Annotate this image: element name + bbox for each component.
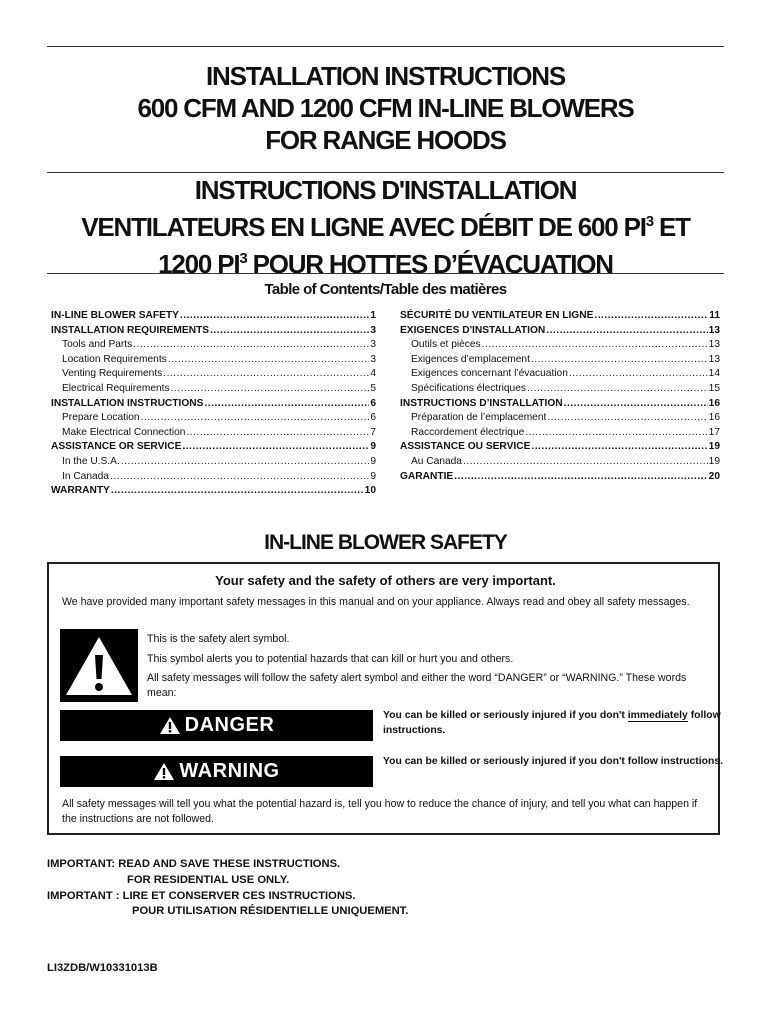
important-line-4: POUR UTILISATION RÉSIDENTIELLE UNIQUEMENT. — [132, 905, 409, 918]
toc-entry — [51, 324, 376, 339]
toc-leader-dots — [133, 338, 369, 353]
toc-leader-dots — [163, 367, 369, 382]
title-english — [47, 60, 724, 156]
title-french — [47, 174, 724, 280]
title-fr-line-3-text: 1200 PI — [158, 249, 240, 279]
toc-entry-title: WARRANTY — [51, 485, 110, 497]
toc-entry-title: Prepare Location — [62, 412, 140, 424]
toc-leader-dots — [482, 338, 708, 353]
toc-leader-dots — [531, 440, 707, 455]
toc-entry-title: Tools and Parts — [62, 339, 133, 351]
toc-entry-page: 10 — [364, 485, 376, 497]
toc-entry-title: Exigences concernant l’évacuation — [411, 368, 568, 380]
danger-text-b: follow instructions. — [383, 710, 721, 736]
toc-entry-title: ASSISTANCE OR SERVICE — [51, 441, 182, 453]
toc-entry-page: 9 — [370, 455, 376, 467]
toc-entry — [51, 338, 376, 353]
toc-leader-dots — [547, 411, 707, 426]
toc-leader-dots — [186, 426, 369, 441]
toc-entry-page: 3 — [370, 353, 376, 365]
toc-entry-title: EXIGENCES D'INSTALLATION — [400, 324, 546, 336]
safety-lead: Your safety and the safety of others are very important. — [215, 573, 556, 588]
toc-leader-dots — [204, 397, 369, 412]
alert-text-1: This is the safety alert symbol. — [147, 633, 290, 645]
toc-entry-page: 15 — [708, 382, 720, 394]
toc-entry-page: 17 — [708, 426, 720, 438]
toc-entry-page: 13 — [708, 324, 720, 336]
toc-entry-page: 1 — [370, 310, 376, 321]
toc-entry-page: 5 — [370, 382, 376, 394]
toc-entry-page: 14 — [708, 368, 720, 380]
toc-leader-dots — [180, 309, 369, 324]
danger-text-a: You can be killed or seriously injured if you don't — [383, 710, 628, 721]
toc-entry-title: Outils et pièces — [411, 339, 481, 351]
toc-entry — [400, 382, 720, 397]
safety-closing: All safety messages will tell you what the potential hazard is, tell you how to reduce the chance of injury, and tell you what can happen if the instructions are not followed. — [62, 798, 698, 825]
toc-entry-page: 6 — [370, 412, 376, 424]
toc-entry-page: 4 — [370, 368, 376, 380]
title-fr-line-2-end: ET — [652, 212, 690, 242]
toc-entry — [51, 440, 376, 455]
toc-leader-dots — [594, 309, 708, 324]
title-fr-line-2 — [47, 206, 724, 243]
toc-entry-page: 16 — [708, 397, 720, 409]
toc-leader-dots — [454, 470, 707, 485]
toc-leader-dots — [546, 324, 707, 339]
title-en-line-1: INSTALLATION INSTRUCTIONS — [205, 61, 565, 91]
safety-alert-triangle-icon — [60, 629, 138, 702]
toc-entry-title: Au Canada — [411, 455, 462, 467]
warning-alert-icon — [153, 762, 175, 781]
danger-alert-icon — [159, 716, 181, 735]
toc-entry — [51, 484, 376, 499]
toc-entry-title: In the U.S.A. — [62, 455, 120, 467]
title-fr-line-3 — [47, 243, 724, 280]
toc-entry-title: In Canada — [62, 470, 110, 482]
toc-leader-dots — [569, 367, 708, 382]
important-line-1: IMPORTANT: READ AND SAVE THESE INSTRUCTIONS. — [47, 858, 341, 870]
toc-leader-dots — [210, 324, 369, 339]
toc-entry — [400, 411, 720, 426]
toc-entry-page: 9 — [370, 441, 376, 453]
toc-heading: Table of Contents/Table des matières — [264, 281, 507, 298]
toc-entry-title: Exigences d’emplacement — [411, 353, 530, 365]
title-fr-line-2-sup: 3 — [645, 213, 653, 230]
toc-entry-title: Raccordement électrique — [411, 426, 525, 438]
toc-rule — [47, 273, 724, 274]
toc-leader-dots — [531, 353, 708, 368]
title-fr-line-2-text: VENTILATEURS EN LIGNE AVEC DÉBIT DE 600 PI — [81, 212, 646, 242]
toc-entry — [400, 324, 720, 339]
toc-entry-title: Préparation de l’emplacement — [411, 412, 547, 424]
toc-leader-dots — [564, 397, 708, 412]
toc-entry — [51, 397, 376, 412]
title-fr-line-1: INSTRUCTIONS D'INSTALLATION — [194, 175, 577, 205]
middle-rule — [47, 172, 724, 173]
toc-entry-page: 19 — [708, 441, 720, 453]
toc-entry — [51, 411, 376, 426]
title-en-line-2: 600 CFM AND 1200 CFM IN-LINE BLOWERS — [137, 93, 634, 123]
toc-entry — [51, 309, 376, 324]
safety-heading: IN-LINE BLOWER SAFETY — [264, 531, 507, 554]
warning-label: WARNING — [179, 760, 280, 782]
toc-entry-title: Electrical Requirements — [62, 382, 170, 394]
toc-leader-dots — [111, 484, 364, 499]
toc-entry — [400, 440, 720, 455]
toc-entry-page: 20 — [708, 470, 720, 482]
important-line-2: FOR RESIDENTIAL USE ONLY. — [127, 873, 290, 886]
danger-text-emphasis: immediately — [627, 710, 688, 721]
title-en-line-3: FOR RANGE HOODS — [265, 125, 506, 155]
toc-entry — [51, 367, 376, 382]
toc-entry-page: 6 — [370, 397, 376, 409]
title-fr-line-3-sup: 3 — [239, 250, 247, 267]
toc-entry — [400, 353, 720, 368]
warning-signal — [60, 756, 373, 787]
toc-entry-title: Venting Requirements — [62, 368, 163, 380]
toc-entry-title: Make Electrical Connection — [62, 426, 186, 438]
toc-entry — [400, 367, 720, 382]
toc-leader-dots — [171, 382, 370, 397]
alert-text-2: This symbol alerts you to potential hazards that can kill or hurt you and others. — [147, 653, 514, 665]
warning-description: You can be killed or seriously injured if you don't follow instructions. — [383, 756, 724, 767]
toc-entry-title: Spécifications électriques — [411, 382, 526, 394]
toc-entry — [400, 338, 720, 353]
toc-entry-page: 3 — [370, 324, 376, 336]
document-code: LI3ZDB/W10331013B — [47, 962, 158, 974]
toc-leader-dots — [182, 440, 369, 455]
toc-entry-page: 3 — [370, 339, 376, 351]
toc-entry-title: INSTALLATION REQUIREMENTS — [51, 324, 210, 336]
toc-leader-dots — [141, 411, 370, 426]
toc-entry-title: Location Requirements — [62, 353, 167, 365]
toc-entry-page: 13 — [708, 339, 720, 351]
toc-entry-page: 19 — [708, 455, 720, 467]
toc-entry-title: GARANTIE — [400, 470, 454, 482]
toc-entry-page: 7 — [370, 426, 376, 438]
toc-entry-title: INSTRUCTIONS D’INSTALLATION — [400, 397, 563, 409]
safety-intro: We have provided many important safety messages in this manual and on your appliance. Always read and obey all safety messages. — [62, 596, 690, 608]
toc-leader-dots — [527, 382, 708, 397]
toc-entry — [51, 455, 376, 470]
title-fr-line-3-end: POUR HOTTES D’ÉVACUATION — [246, 249, 613, 279]
toc-entry — [400, 309, 720, 324]
toc-entry — [400, 470, 720, 485]
toc-entry-page: 16 — [708, 412, 720, 424]
danger-signal — [60, 710, 373, 741]
toc-entry-title: SÉCURITÉ DU VENTILATEUR EN LIGNE — [400, 310, 594, 321]
important-notice — [47, 857, 408, 920]
toc-leader-dots — [168, 353, 370, 368]
danger-description — [383, 709, 723, 738]
toc-entry-page: 11 — [709, 310, 720, 321]
toc-entry-page: 9 — [370, 470, 376, 482]
toc-right-column — [400, 309, 720, 484]
toc-entry-title: IN-LINE BLOWER SAFETY — [51, 310, 179, 321]
toc-leader-dots — [463, 455, 708, 470]
toc-entry-title: INSTALLATION INSTRUCTIONS — [51, 397, 204, 409]
top-rule — [47, 46, 724, 47]
toc-leader-dots — [121, 455, 370, 470]
toc-entry — [51, 382, 376, 397]
toc-entry — [51, 426, 376, 441]
important-line-3: IMPORTANT : LIRE ET CONSERVER CES INSTRUCTIONS. — [47, 889, 356, 902]
toc-entry — [51, 353, 376, 368]
toc-entry-page: 13 — [708, 353, 720, 365]
toc-entry — [400, 397, 720, 412]
toc-entry-title: ASSISTANCE OU SERVICE — [400, 441, 531, 453]
toc-entry — [400, 455, 720, 470]
toc-entry — [400, 426, 720, 441]
toc-entry — [51, 470, 376, 485]
danger-label: DANGER — [184, 714, 275, 736]
alert-text-3: All safety messages will follow the safety alert symbol and either the word “DANGER” or “WARNING.” These words mean: — [147, 672, 687, 699]
toc-leader-dots — [110, 470, 369, 485]
toc-leader-dots — [525, 426, 707, 441]
toc-left-column — [51, 309, 376, 499]
